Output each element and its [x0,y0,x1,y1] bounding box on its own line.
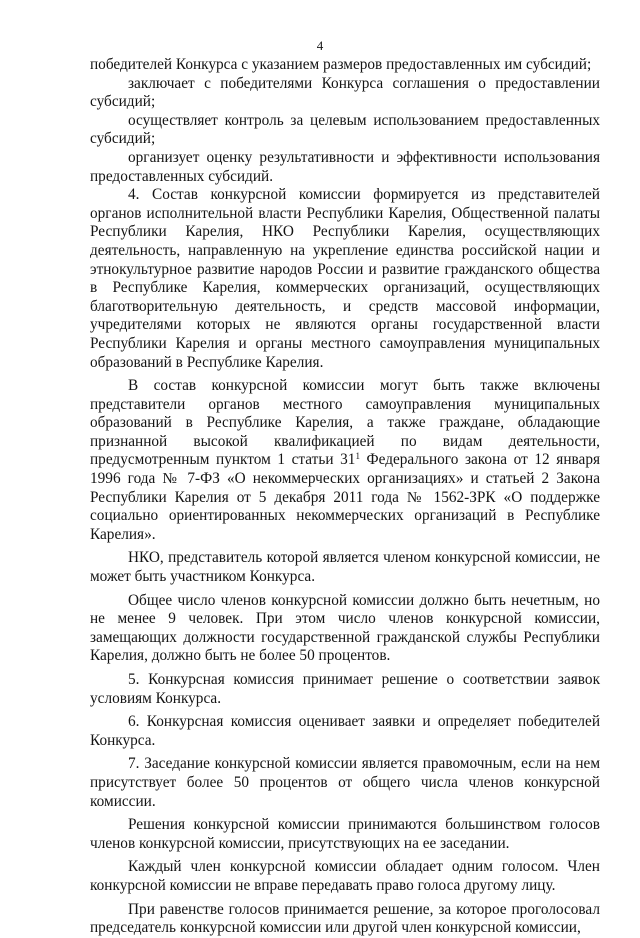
paragraph-text: 4. Состав конкурсной комиссии формируется из представителей органов исполнительной власти Республики Карелия, Общественной палаты Республики Карелия, НКО Республики Карелия, осуществляющих деятельность, направленную на укрепление единства российской нации и этнокультурное развитие народов России и развитие гражданского общества в Республике Карелия, коммерческих организаций, осуществляющих благотворительную деятельность, и средств массовой информации, учредителями которых не являются органы государственной власти Республики Карелия и органы местного самоуправления муниципальных образований в Республике Карелия. [90,186,600,371]
paragraph [90,149,600,186]
paragraph-text: заключает с победителями Конкурса соглашения о предоставлении субсидий; [90,74,600,111]
paragraph-text: 6. Конкурсная комиссия оценивает заявки и определяет победителей Конкурса. [90,713,600,749]
paragraph [90,549,600,586]
paragraph-text: При равенстве голосов принимается решение, за которое проголосовал председатель конкурсной комиссии или другой член конкурсной комиссии, [90,900,600,937]
paragraph-text: 7. Заседание конкурсной комиссии является правомочным, если на нем присутствует более 50 процентов от общего числа членов конкурсной комиссии. [90,755,600,810]
paragraph-text: Каждый член конкурсной комиссии обладает одним голосом. Член конкурсной комиссии не вправе передавать право голоса другому лицу. [90,858,600,894]
paragraph-text: победителей Конкурса с указанием размеров предоставленных им субсидий; [90,56,592,73]
page-number: 4 [316,38,324,53]
paragraph-text: Общее число членов конкурсной комиссии должно быть нечетным, но не менее 9 человек. При этом число членов конкурсной комиссии, замещающих должности государственной гражданской службы Республики Карелия, должно быть не более 50 процентов. [90,591,600,665]
paragraph [90,592,600,666]
paragraph-text: В состав конкурсной комиссии могут быть также включены представители органов местного самоуправления муниципальных образований в Республике Карелия, а также граждане, обладающие признанной высокой квалификацией по видам деятельности, предусмотренным пунктом 1 статьи 31 [90,377,600,469]
paragraph-text: 5. Конкурсная комиссия принимает решение о соответствии заявок условиям Конкурса. [90,671,600,707]
paragraph-text: Федерального закона от 12 января 1996 года № 7-ФЗ «О некоммерческих организациях» и статьей 2 Закона Республики Карелия от 5 декабря 2011 года № 1562-ЗРК «О поддержке социально ориентированных некоммерческих организаций в Республике Карелия». [90,451,600,543]
paragraph [90,377,600,544]
paragraph-text: осуществляет контроль за целевым использованием предоставленных субсидий; [90,111,600,148]
paragraph [90,858,600,895]
paragraph [90,755,600,811]
paragraph-text: НКО, представитель которой является членом конкурсной комиссии, не может быть участником Конкурса. [90,549,600,586]
body-text [90,56,600,938]
paragraph [90,713,600,750]
paragraph [90,75,600,112]
paragraph-text: организует оценку результативности и эффективности использования предоставленных субсидий. [90,148,600,185]
paragraph [90,901,600,938]
superscript: 1 [355,451,360,462]
paragraph [90,816,600,853]
paragraph [90,56,600,75]
paragraph-text: Решения конкурсной комиссии принимаются большинством голосов членов конкурсной комиссии, присутствующих на ее заседании. [90,816,600,852]
paragraph [90,186,600,372]
paragraph [90,112,600,149]
paragraph [90,671,600,708]
